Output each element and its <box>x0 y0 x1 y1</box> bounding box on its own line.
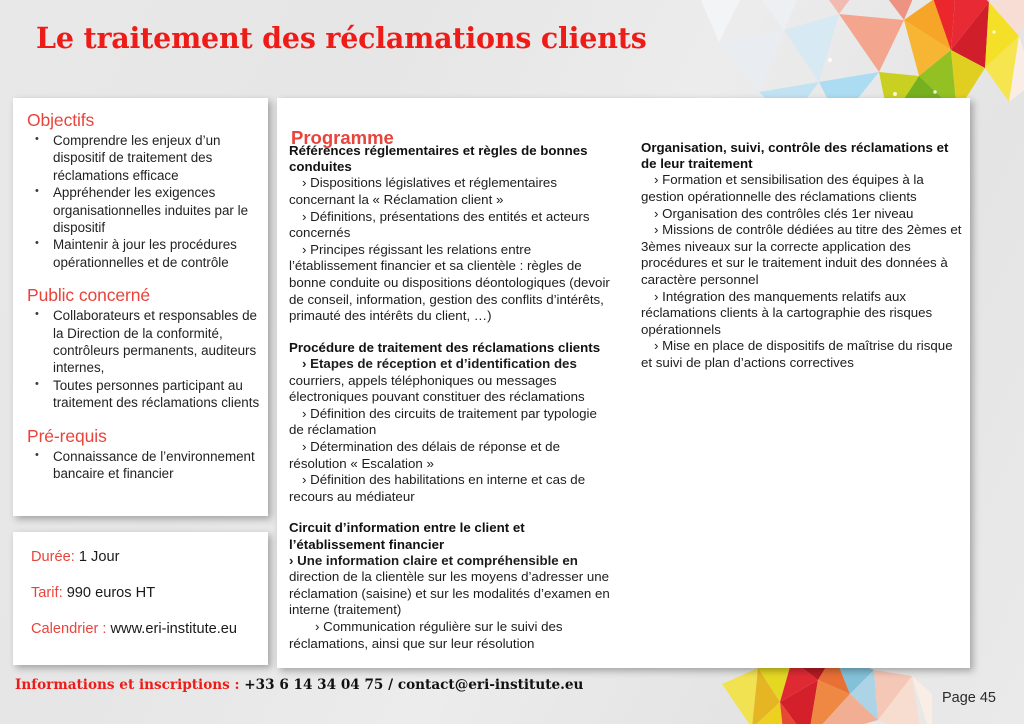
list-item: • Maintenir à jour les procédures opérationnelles et de contrôle <box>27 236 260 271</box>
tarif-value: 990 euros HT <box>66 585 156 601</box>
objectifs-list <box>27 132 260 271</box>
list-item: • Connaissance de l’environnement bancaire et financier <box>27 448 260 483</box>
list-item: › Définitions, présentations des entités et acteurs concernés <box>289 208 590 241</box>
block-title: Organisation, suivi, contrôle des réclamations et de leur traitement <box>641 140 949 172</box>
list-item: › Définition des circuits de traitement par typologie de réclamation <box>289 405 597 438</box>
pre-requis-list <box>27 448 260 483</box>
tarif-row <box>31 585 268 601</box>
list-item: direction de la clientèle sur les moyens d’adresser une réclamation (saisine) et sur les modalités d’examen en interne (traitement) <box>289 569 610 618</box>
programme-block <box>289 143 611 325</box>
block-title: Procédure de traitement des réclamations clients <box>289 339 601 355</box>
block-items <box>641 172 963 371</box>
footer-contact-value[interactable]: +33 6 14 34 04 75 / contact@eri-institute.eu <box>244 677 584 693</box>
list-item: courriers, appels téléphoniques ou messages électroniques pouvant constituer des réclamations <box>289 372 585 405</box>
list-item: › Etapes de réception et d’identification des <box>302 355 577 371</box>
programme-block <box>289 340 611 506</box>
footer-label: Informations et inscriptions : <box>15 677 240 693</box>
programme-panel <box>277 98 970 668</box>
block-items <box>289 175 611 324</box>
pre-requis-heading: Pré-requis <box>27 425 107 446</box>
block-title: Références réglementaires et règles de bonnes conduites <box>289 143 588 175</box>
list-item: › Mise en place de dispositifs de maîtrise du risque et suivi de plan d’actions correctives <box>641 338 953 370</box>
list-item: › Formation et sensibilisation des équipes à la gestion opérationnelle des réclamations clients <box>641 172 924 204</box>
list-item: › Dispositions législatives et réglementaires concernant la « Réclamation client » <box>289 175 557 207</box>
programme-column-left <box>289 143 611 652</box>
list-item: › Missions de contrôle dédiées au titre des 2èmes et 3èmes niveaux sur la correcte application des procédures et sur le traitement induit des données à caractère personnel <box>641 222 962 287</box>
calendrier-label: Calendrier : <box>31 621 107 637</box>
list-item: • Appréhender les exigences organisationnelles induites par le dispositif <box>27 184 260 236</box>
page-number: Page 45 <box>941 690 996 706</box>
programme-column-right <box>641 140 963 372</box>
footer-contact <box>15 677 583 693</box>
programme-heading: Programme <box>291 127 394 149</box>
block-items <box>289 553 611 653</box>
duree-row <box>31 549 268 565</box>
list-item: › Détermination des délais de réponse et de résolution « Escalation » <box>289 438 560 471</box>
practical-info-panel <box>13 532 268 665</box>
duree-value: 1 Jour <box>78 549 120 565</box>
list-item: • Comprendre les enjeux d’un dispositif de traitement des réclamations efficace <box>27 132 260 184</box>
block-items <box>289 356 611 505</box>
programme-block <box>641 140 963 372</box>
page-title: Le traitement des réclamations clients <box>36 21 647 55</box>
calendrier-value[interactable]: www.eri-institute.eu <box>110 621 238 637</box>
public-concerne-heading: Public concerné <box>27 285 151 306</box>
tarif-label: Tarif: <box>31 585 63 601</box>
list-item: › Communication régulière sur le suivi des réclamations, ainsi que sur leur résolution <box>289 619 563 651</box>
list-item: • Collaborateurs et responsables de la Direction de la conformité, contrôleurs permanents, auditeurs internes, <box>27 307 260 377</box>
list-item: • Toutes personnes participant au traitement des réclamations clients <box>27 377 260 412</box>
list-item: › Intégration des manquements relatifs aux réclamations clients à la cartographie des risques opérationnels <box>641 288 933 337</box>
block-title: Circuit d’information entre le client et l’établissement financier <box>289 520 525 552</box>
programme-block <box>289 520 611 652</box>
list-item: › Définition des habilitations en interne et cas de recours au médiateur <box>289 472 586 504</box>
list-item: › Organisation des contrôles clés 1er niveau <box>654 205 914 221</box>
left-info-panel <box>13 98 268 516</box>
list-item: › Une information claire et compréhensible en <box>289 552 578 568</box>
duree-label: Durée: <box>31 549 75 565</box>
public-concerne-list <box>27 307 260 411</box>
list-item: › Principes régissant les relations entre l’établissement financier et sa clientèle : règles de bonne conduite ou dispositions déontologiques (devoir de conseil, information, gestion des conflits d’intérêts, primauté des intérêts du client, …) <box>289 241 610 324</box>
objectifs-heading: Objectifs <box>27 110 95 130</box>
calendrier-row <box>31 621 268 637</box>
